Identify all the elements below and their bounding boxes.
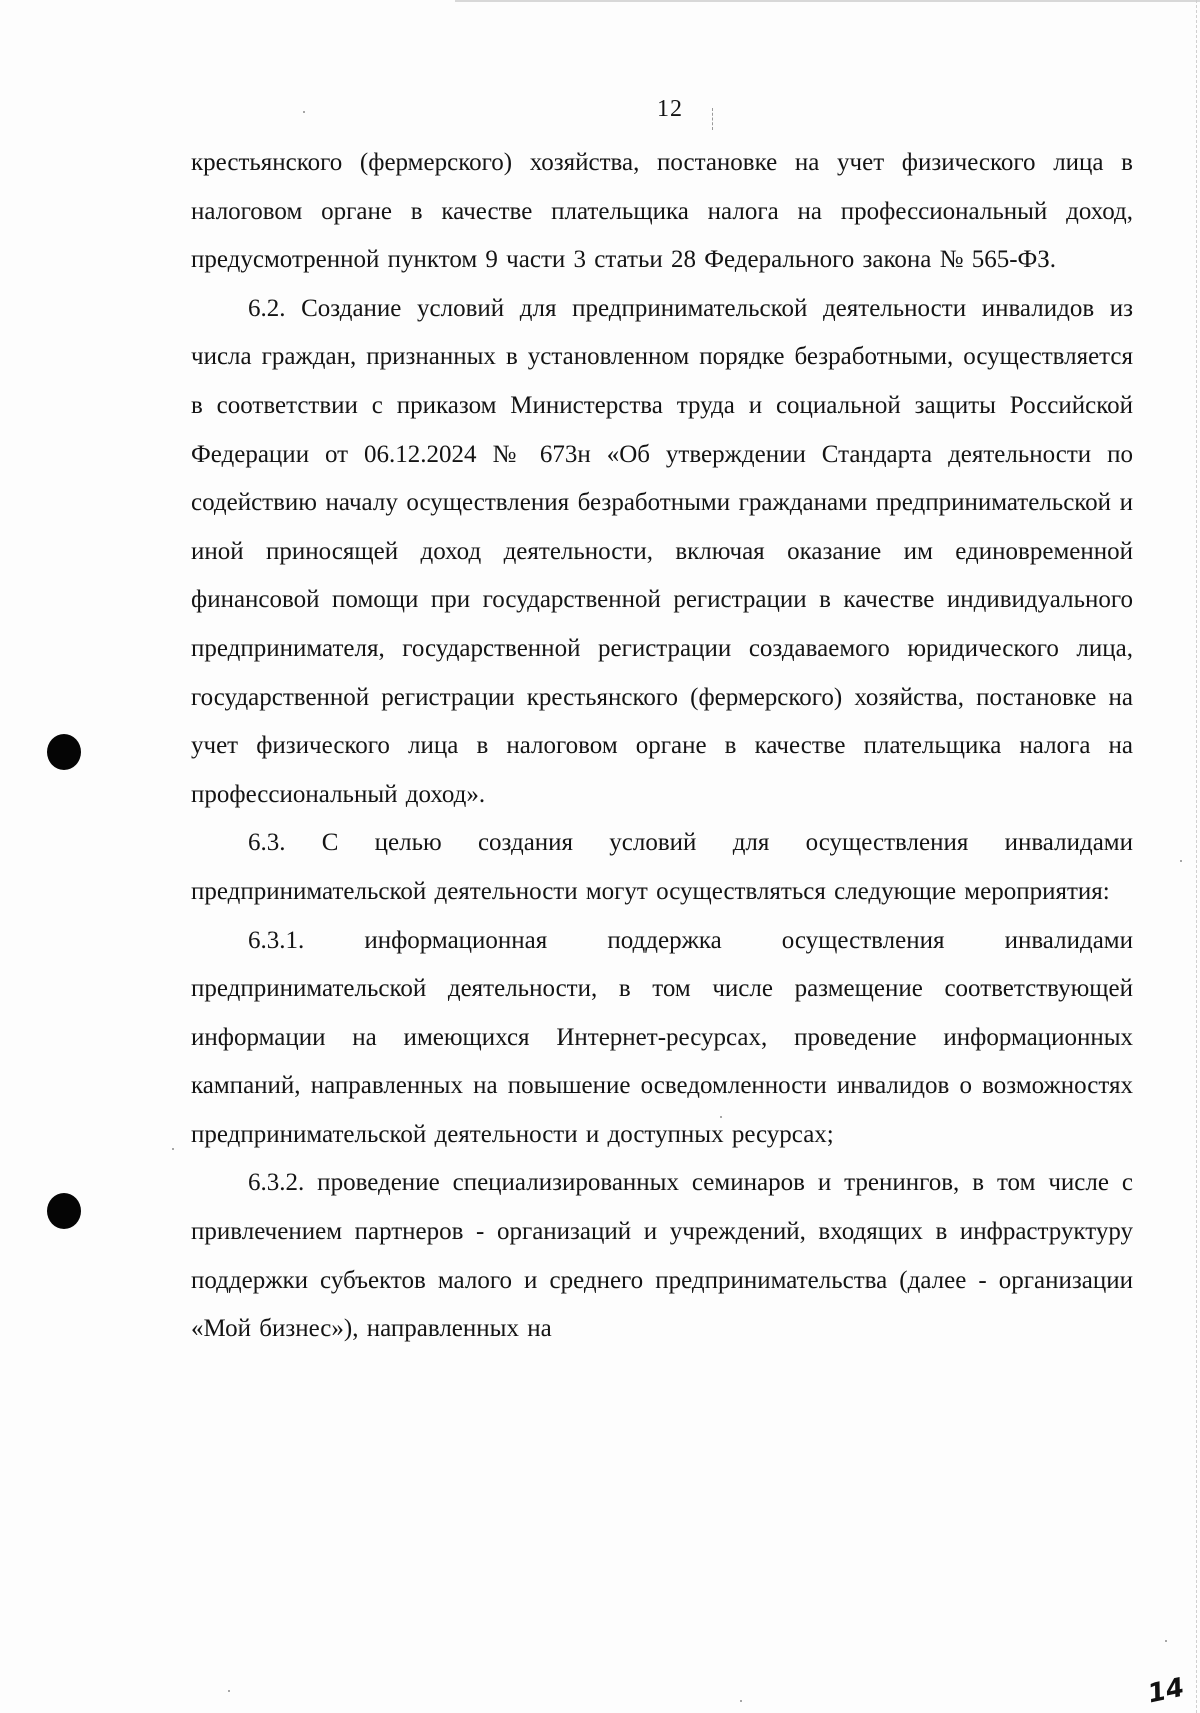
scan-speck (1165, 1640, 1167, 1642)
scan-speck (1180, 860, 1182, 862)
scan-top-edge (455, 0, 1200, 2)
scan-speck (303, 111, 305, 113)
paragraph-6-3-1: 6.3.1. информационная поддержка осуществления инвалидами предпринимательской деятельности, в том числе размещение соответствующей информации на имеющихся Интернет-ресурсах, проведение информационных кампаний, направленных на повышение осведомленности инвалидов о возможностях предпринимательской деятельности и доступных ресурсах; (191, 926, 1133, 1148)
handwritten-sheet-number: 14 (1145, 1672, 1187, 1710)
page-number: 12 (657, 96, 683, 122)
scan-speck (740, 1700, 742, 1702)
scan-right-edge (1196, 0, 1197, 1713)
punch-hole-lower (47, 1193, 81, 1229)
scan-speck (172, 1148, 174, 1150)
scan-speck (720, 1116, 722, 1118)
document-body (191, 139, 1133, 1354)
scan-speck (228, 1690, 230, 1692)
paragraph-6-3-2: 6.3.2. проведение специализированных семинаров и тренингов, в том числе с привлечением партнеров - организаций и учреждений, входящих в инфраструктуру поддержки субъектов малого и среднего предпринимательства (далее - организации «Мой бизнес»), направленных на (191, 1169, 1133, 1343)
paragraph-6-3: 6.3. С целью создания условий для осуществления инвалидами предпринимательской деятельности могут осуществляться следующие мероприятия: (191, 829, 1133, 905)
paragraph-6-2: 6.2. Создание условий для предпринимательской деятельности инвалидов из числа граждан, признанных в установленном порядке безработными, осуществляется в соответствии с приказом Министерства труда и социальной защиты Российской Федерации от 06.12.2024 № 673н «Об утверждении Стандарта деятельности по содействию началу осуществления безработными гражданами предпринимательской и иной приносящей доход деятельности, включая оказание им единовременной финансовой помощи при государственной регистрации в качестве индивидуального предпринимателя, государственной регистрации создаваемого юридического лица, государственной регистрации крестьянского (фермерского) хозяйства, постановке на учет физического лица в налоговом органе в качестве плательщика налога на профессиональный доход». (191, 294, 1133, 808)
punch-hole-upper (47, 734, 81, 770)
paragraph-continuation: крестьянского (фермерского) хозяйства, постановке на учет физического лица в налоговом органе в качестве плательщика налога на профессиональный доход, предусмотренной пунктом 9 части 3 статьи 28 Федерального закона № 565-ФЗ. (191, 149, 1133, 274)
scan-artifact-mark (712, 108, 713, 130)
